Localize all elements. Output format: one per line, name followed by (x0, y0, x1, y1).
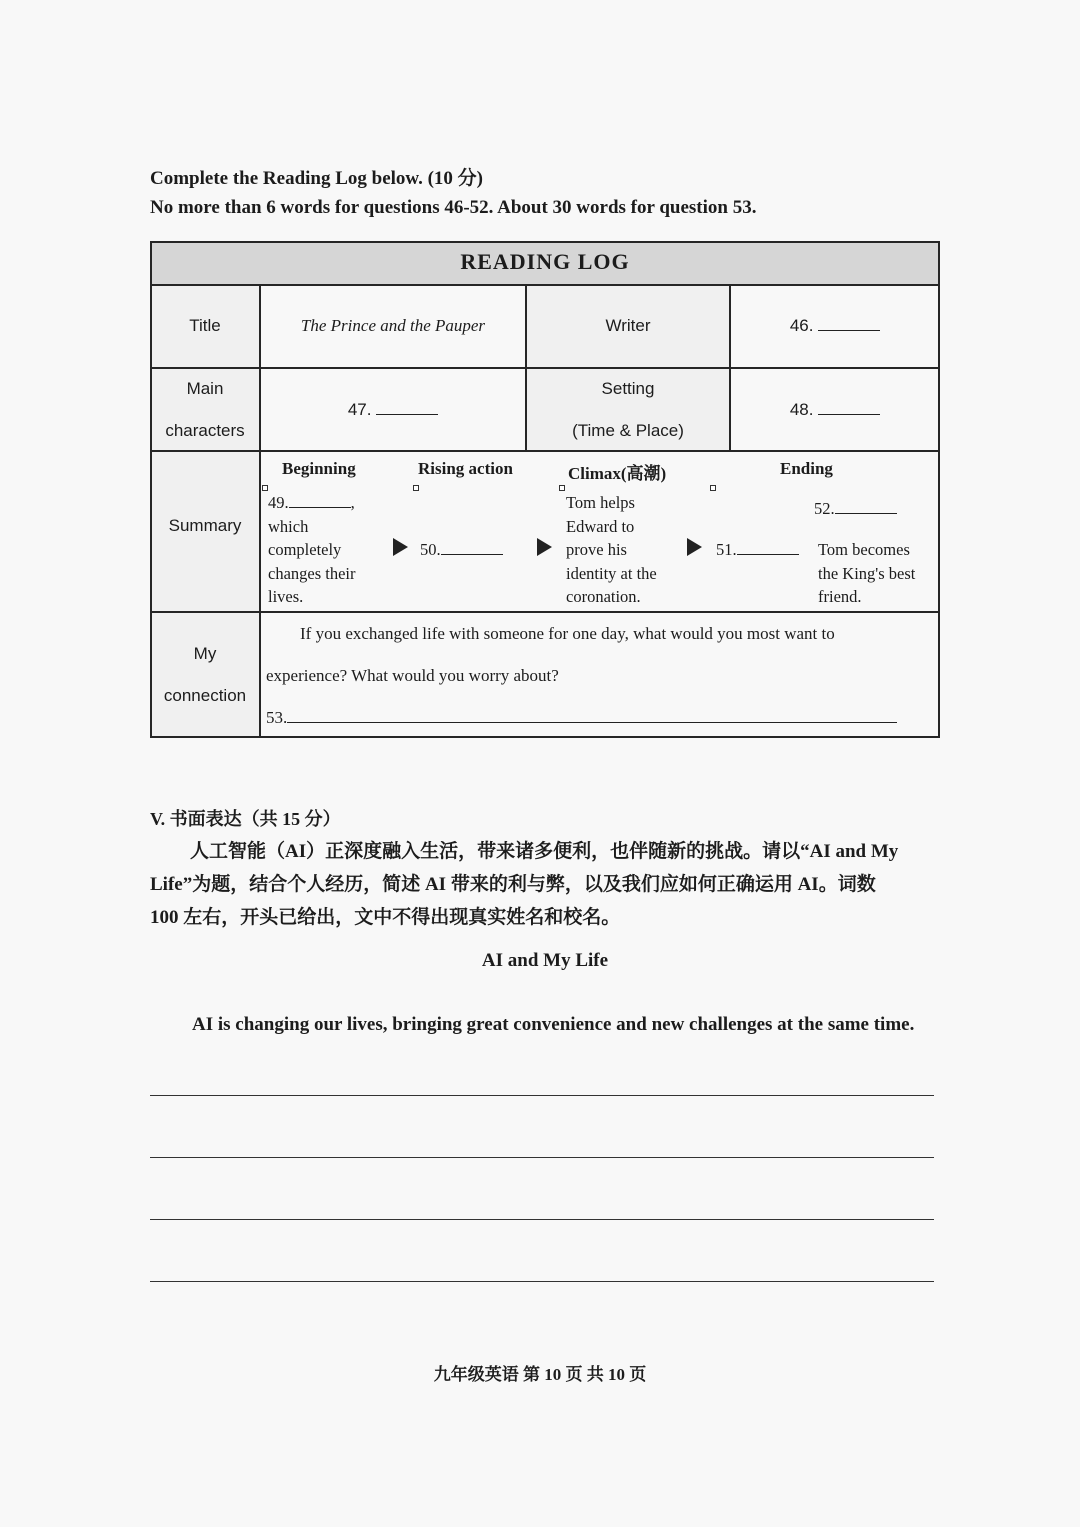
book-title: The Prince and the Pauper (300, 316, 486, 335)
beginning-text-2: completely (268, 540, 342, 559)
blank-52[interactable] (814, 497, 897, 521)
stage-beginning: Beginning (282, 459, 356, 478)
marker-ending (710, 485, 716, 491)
blank-51[interactable] (716, 538, 799, 562)
writing-line-4[interactable] (150, 1281, 934, 1282)
beginning-text-1: which (268, 517, 309, 536)
arrow-right-icon (537, 538, 552, 556)
blank-48[interactable] (730, 400, 940, 420)
stage-climax: Climax(高潮) (568, 464, 667, 483)
climax-text-1: Tom helps (566, 493, 635, 512)
stage-rising-action: Rising action (418, 459, 513, 478)
blank-47-line (376, 400, 438, 415)
blank-51-number: 51. (716, 540, 737, 559)
connection-label-line2: connection (163, 686, 247, 705)
blank-49-number: 49. (268, 493, 289, 512)
blank-48-line (818, 400, 880, 415)
blank-47-number: 47. (347, 400, 372, 419)
title-label: Title (189, 316, 221, 335)
beginning-text-3: changes their (268, 564, 356, 583)
label-column-shade (151, 285, 260, 737)
main-label-line1: Main (186, 379, 224, 398)
blank-52-line (835, 499, 897, 514)
blank-50-line (441, 540, 503, 555)
main-label-line2: characters (165, 421, 245, 440)
writer-label: Writer (605, 316, 651, 335)
beginning-text-4: lives. (268, 587, 304, 606)
blank-50-number: 50. (420, 540, 441, 559)
blank-53-number: 53. (266, 708, 288, 727)
marker-climax (559, 485, 565, 491)
blank-52-number: 52. (814, 499, 835, 518)
writing-prompt (150, 835, 940, 934)
blank-53-line (287, 708, 897, 723)
page-footer: 九年级英语 第 10 页 共 10 页 (433, 1365, 647, 1384)
blank-46[interactable] (730, 316, 940, 336)
writing-line-2[interactable] (150, 1157, 934, 1158)
writing-prompt-line3: 100 左右，开头已给出，文中不得出现真实姓名和校名。 (150, 907, 621, 928)
climax-text-4: identity at the (566, 564, 657, 583)
climax-text-5: coronation. (566, 587, 641, 606)
instruction-line-2: No more than 6 words for questions 46-52. About 30 words for question 53. (150, 197, 757, 218)
instruction-line-1: Complete the Reading Log below. (10 分) (150, 168, 484, 189)
arrow-right-icon (687, 538, 702, 556)
setting-label-line2: (Time & Place) (572, 421, 684, 440)
writing-section-heading: V. 书面表达（共 15 分） (150, 809, 341, 829)
connection-prompt-line2: experience? What would you worry about? (266, 666, 559, 685)
marker-rising (413, 485, 419, 491)
blank-46-line (818, 316, 880, 331)
blank-53[interactable] (266, 706, 897, 730)
writing-line-1[interactable] (150, 1095, 934, 1096)
reading-log-title: READING LOG (460, 249, 630, 274)
ending-text-1: Tom becomes (818, 540, 910, 559)
blank-51-line (737, 540, 799, 555)
blank-49[interactable]: 49. , (268, 493, 355, 512)
stage-ending: Ending (780, 459, 833, 478)
blank-48-number: 48. (789, 400, 814, 419)
writing-line-3[interactable] (150, 1219, 934, 1220)
essay-title: AI and My Life (481, 950, 609, 971)
summary-label: Summary (168, 516, 242, 535)
blank-50[interactable] (420, 538, 503, 562)
ending-text-3: friend. (818, 587, 862, 606)
writing-prompt-line1: 人工智能（AI）正深度融入生活，带来诸多便利，也伴随新的挑战。请以“AI and My (190, 841, 899, 862)
setting-label-line1: Setting (601, 379, 655, 398)
blank-46-number: 46. (789, 316, 814, 335)
ending-text-2: the King's best (818, 564, 916, 583)
writing-prompt-line2: Life”为题，结合个人经历，简述 AI 带来的利与弊，以及我们应如何正确运用 AI。词数 (150, 874, 876, 895)
climax-text-2: Edward to (566, 517, 635, 536)
blank-49-line (289, 493, 351, 508)
blank-47[interactable] (260, 400, 526, 420)
climax-text-3: prove his (566, 540, 627, 559)
connection-label-line1: My (193, 644, 217, 663)
arrow-right-icon (393, 538, 408, 556)
connection-prompt-line1: If you exchanged life with someone for one day, what would you most want to (300, 624, 835, 643)
reading-log-table (150, 241, 940, 738)
essay-opening-sentence: AI is changing our lives, bringing great convenience and new challenges at the same time. (192, 1014, 915, 1035)
